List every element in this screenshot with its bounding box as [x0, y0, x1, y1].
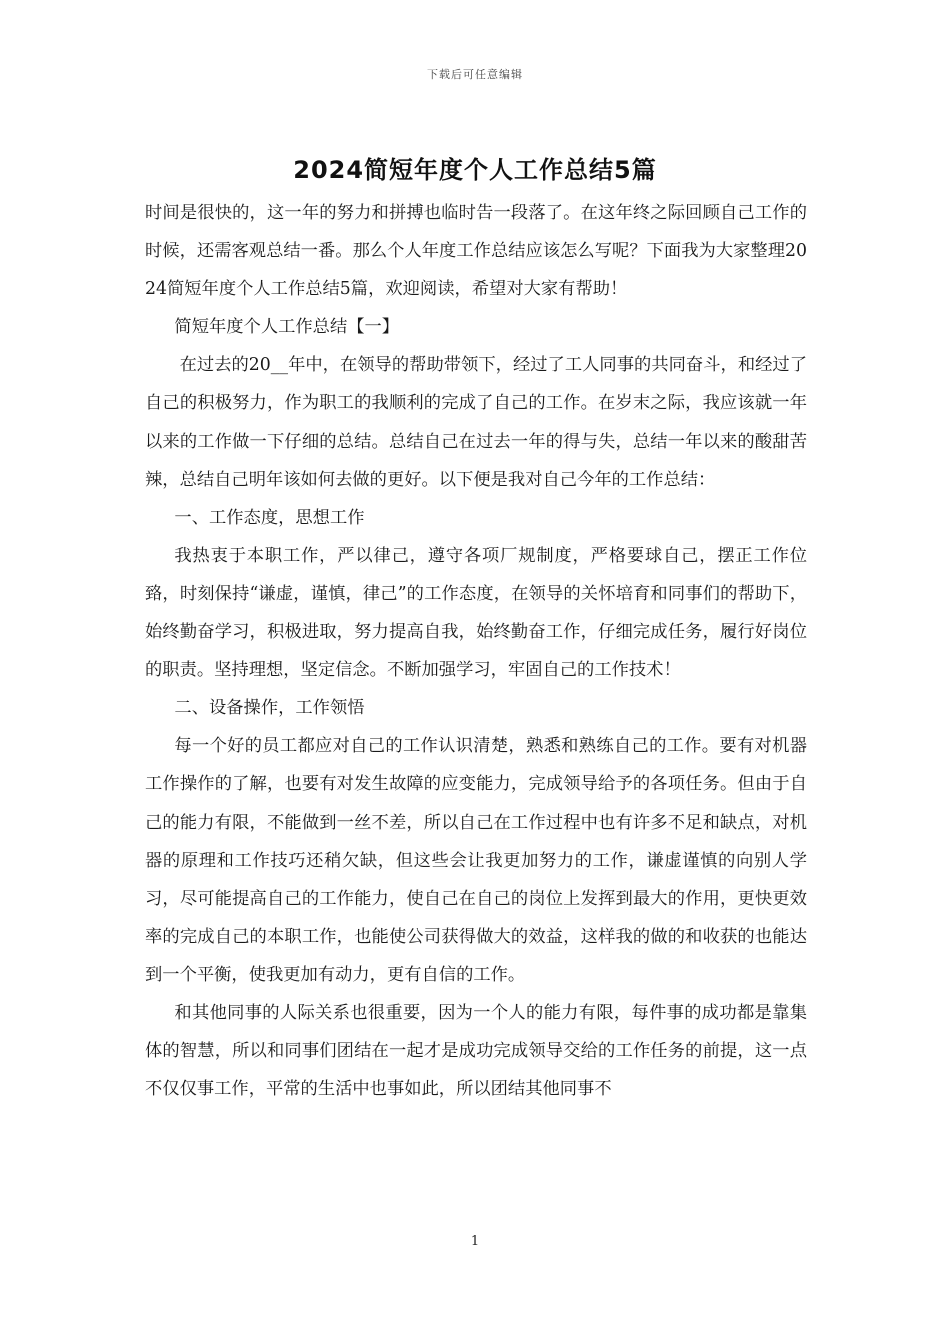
body-paragraph: 每一个好的员工都应对自己的工作认识清楚，熟悉和熟练自己的工作。要有对机器工作操作的了解，也要有对发生故障的应变能力，完成领导给予的各项任务。但由于自己的能力有限，不能做到一丝不差，所以自己在工作过程中也有许多不足和缺点，对机器的原理和工作技巧还稍欠缺，但这些会让我更加努力的工作，谦虚谨慎的向别人学习，尽可能提高自己的工作能力，使自己在自己的岗位上发挥到最大的作用，更快更效率的完成自己的本职工作，也能使公司获得做大的效益，这样我的做的和收获的也能达到一个平衡，使我更加有动力，更有自信的工作。: [145, 736, 807, 985]
body-paragraph: 在过去的20__年中，在领导的帮助带领下，经过了工人同事的共同奋斗，和经过了自己的积极努力，作为职工的我顺利的完成了自己的工作。在岁末之际，我应该就一年以来的工作做一下仔细的总结。总结自己在过去一年的得与失，总结一年以来的酸甜苦辣，总结自己明年该如何去做的更好。以下便是我对自己今年的工作总结：: [145, 355, 807, 490]
body-paragraph: 我热衷于本职工作，严以律己，遵守各项厂规制度，严格要球自己，摆正工作位臵，时刻保持“谦虚，谨慎，律己”的工作态度，在领导的关怀培育和同事们的帮助下，始终勤奋学习，积极进取，努力提高自我，始终勤奋工作，仔细完成任务，履行好岗位的职责。坚持理想，坚定信念。不断加强学习，牢固自己的工作技术！: [145, 545, 807, 681]
page-number: 1: [470, 1234, 480, 1249]
section-heading: 简短年度个人工作总结【一】: [174, 317, 400, 338]
header-note: 下载后可任意编辑: [427, 68, 523, 81]
body-paragraph: 和其他同事的人际关系也很重要，因为一个人的能力有限，每件事的成功都是靠集体的智慧，所以和同事们团结在一起才是成功完成领导交给的工作任务的前提，这一点不仅仅事工作，平常的生活中也事如此，所以团结其他同事不: [145, 1002, 807, 1100]
intro-paragraph: 时间是很快的，这一年的努力和拼搏也临时告一段落了。在这年终之际回顾自己工作的时候，还需客观总结一番。那么个人年度工作总结应该怎么写呢？下面我为大家整理2024简短年度个人工作总结5篇，欢迎阅读，希望对大家有帮助！: [145, 203, 807, 300]
document-body: [145, 194, 807, 1108]
subsection-heading: 二、设备操作，工作领悟: [174, 698, 365, 719]
subsection-heading: 一、工作态度，思想工作: [174, 507, 365, 528]
document-title: 2024简短年度个人工作总结5篇: [293, 156, 657, 184]
